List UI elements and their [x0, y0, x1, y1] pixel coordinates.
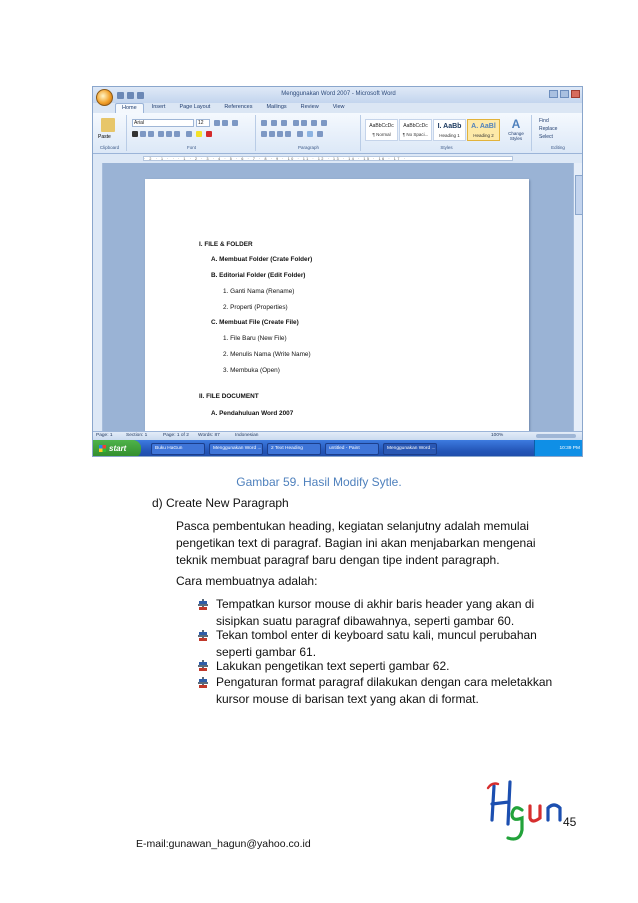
- change-case-icon[interactable]: [186, 131, 192, 137]
- bullet-line: Pengaturan format paragraf dilakukan dengan cara meletakkan: [216, 675, 553, 689]
- clipboard-group: [93, 115, 127, 151]
- tab-page-layout[interactable]: Page Layout: [179, 104, 211, 110]
- document-page[interactable]: [145, 179, 529, 449]
- status-page[interactable]: Page: 1: [96, 433, 113, 438]
- grow-font-icon[interactable]: [214, 120, 220, 126]
- shading-icon[interactable]: [307, 131, 313, 137]
- subscript-icon[interactable]: [166, 131, 172, 137]
- pushpin-bullet-icon: [198, 677, 208, 688]
- scroll-thumb[interactable]: [575, 175, 583, 215]
- maximize-icon[interactable]: [560, 90, 569, 98]
- style-no-spacing[interactable]: AaBbCcDc ¶ No Spaci...: [399, 119, 432, 141]
- show-marks-icon[interactable]: [321, 120, 327, 126]
- paragraph-line: teknik membuat paragraf baru dengan tipe indent paragraph.: [176, 553, 500, 567]
- taskbar: [93, 440, 583, 457]
- status-language[interactable]: Indonesian: [235, 433, 259, 438]
- style-normal[interactable]: AaBbCcDc ¶ Normal: [365, 119, 398, 141]
- window-controls: [549, 90, 580, 98]
- paragraph-group: [257, 115, 361, 151]
- style-heading-2[interactable]: A. AaBl Heading 2: [467, 119, 500, 141]
- window-title: Menggunakan Word 2007 - Microsoft Word: [281, 91, 396, 97]
- ribbon: [93, 113, 583, 154]
- pushpin-bullet-icon: [198, 630, 208, 641]
- status-page-of[interactable]: Page: 1 of 2: [163, 433, 189, 438]
- group-label: Editing: [551, 145, 565, 150]
- font-color-icon[interactable]: [206, 131, 212, 137]
- superscript-icon[interactable]: [174, 131, 180, 137]
- status-section[interactable]: Section: 1: [126, 433, 148, 438]
- paragraph-line: pengetikan text di paragraf. Bagian ini akan menjabarkan mengenai: [176, 536, 536, 550]
- tab-review[interactable]: Review: [300, 104, 319, 110]
- sort-icon[interactable]: [311, 120, 317, 126]
- bullet-line: Tempatkan kursor mouse di akhir baris header yang akan di: [216, 597, 535, 611]
- tab-insert[interactable]: Insert: [151, 104, 166, 110]
- bullet-line: seperti gambar 61.: [216, 645, 317, 659]
- pushpin-bullet-icon: [198, 599, 208, 610]
- close-icon[interactable]: [571, 90, 580, 98]
- align-left-icon[interactable]: [261, 131, 267, 137]
- decrease-indent-icon[interactable]: [293, 120, 299, 126]
- find-button[interactable]: Find: [539, 118, 549, 124]
- line-spacing-icon[interactable]: [297, 131, 303, 137]
- status-words[interactable]: Words: 87: [198, 433, 220, 438]
- strikethrough-icon[interactable]: [158, 131, 164, 137]
- pushpin-bullet-icon: [198, 660, 208, 671]
- justify-icon[interactable]: [285, 131, 291, 137]
- system-tray-clock[interactable]: 10:39 PM: [534, 440, 583, 457]
- doc-line: II. FILE DOCUMENT: [199, 393, 259, 400]
- doc-line: I. FILE & FOLDER: [199, 241, 253, 248]
- doc-line: 1. File Baru (New File): [223, 335, 287, 342]
- bullet-line: Lakukan pengetikan text seperti gambar 62.: [216, 659, 450, 673]
- bullets-icon[interactable]: [261, 120, 267, 126]
- clear-format-icon[interactable]: [232, 120, 238, 126]
- zoom-level[interactable]: 100%: [491, 433, 504, 438]
- styles-group: [362, 115, 532, 151]
- multilevel-list-icon[interactable]: [281, 120, 287, 126]
- paragraph-line: Pasca pembentukan heading, kegiatan selanjutny adalah memulai: [176, 519, 529, 533]
- select-button[interactable]: Select: [539, 134, 553, 140]
- zoom-slider[interactable]: [536, 434, 576, 438]
- doc-line: 3. Membuka (Open): [223, 367, 280, 374]
- taskbar-button[interactable]: untitled - Paint: [325, 443, 379, 455]
- doc-line: 1. Ganti Nama (Rename): [223, 288, 295, 295]
- doc-line: A. Membuat Folder (Crate Folder): [211, 256, 313, 263]
- doc-line: C. Membuat File (Create File): [211, 319, 299, 326]
- editing-group: [533, 115, 583, 151]
- vertical-ruler: [93, 163, 103, 431]
- doc-line: B. Editorial Folder (Edit Folder): [211, 272, 306, 279]
- tab-home[interactable]: Home: [115, 103, 144, 113]
- doc-line: 2. Menulis Nama (Write Name): [223, 351, 311, 358]
- group-label: Styles: [440, 145, 453, 150]
- italic-icon[interactable]: [140, 131, 146, 137]
- replace-button[interactable]: Replace: [539, 126, 558, 132]
- group-label: Paragraph: [297, 145, 319, 150]
- taskbar-button[interactable]: Buku HaGun: [151, 443, 205, 455]
- align-right-icon[interactable]: [277, 131, 283, 137]
- page-number: 45: [563, 815, 577, 829]
- bullet-line: Tekan tombol enter di keyboard satu kali, muncul perubahan: [216, 628, 537, 642]
- change-styles-button[interactable]: A Change Styles: [503, 118, 529, 141]
- ruler-scale: · 2 · 1 · · · 1 · 2 · 3 · 4 · 5 · 6 · 7 · 8 · 9 · 10 · 11 · 12 · 13 · 14 · 15 · 16 · 17 ·: [143, 156, 513, 161]
- taskbar-button[interactable]: Menggunakan Word ...: [383, 443, 437, 455]
- numbering-icon[interactable]: [271, 120, 277, 126]
- tab-references[interactable]: References: [224, 104, 253, 110]
- taskbar-button[interactable]: 2 Text Heading: [267, 443, 321, 455]
- shrink-font-icon[interactable]: [222, 120, 228, 126]
- paste-label: Paste: [98, 134, 111, 140]
- doc-line: 2. Properti (Properties): [223, 304, 288, 311]
- intro-text: Cara membuatnya adalah:: [176, 574, 318, 588]
- group-label: Clipboard: [99, 145, 120, 150]
- tab-view[interactable]: View: [332, 104, 345, 110]
- doc-line: A. Pendahuluan Word 2007: [211, 410, 294, 417]
- footer-email: E-mail:gunawan_hagun@yahoo.co.id: [136, 838, 311, 850]
- style-heading-1[interactable]: I. AaBb Heading 1: [433, 119, 466, 141]
- section-heading: d) Create New Paragraph: [152, 496, 289, 510]
- bullet-line: sisipkan suatu paragraf dibawahnya, seperti gambar 60.: [216, 614, 515, 628]
- figure-caption: Gambar 59. Hasil Modify Sytle.: [236, 475, 402, 489]
- bold-icon[interactable]: [132, 131, 138, 137]
- borders-icon[interactable]: [317, 131, 323, 137]
- title-bar: [93, 87, 583, 103]
- minimize-icon[interactable]: [549, 90, 558, 98]
- font-group: [128, 115, 256, 151]
- word-screenshot: [92, 86, 583, 457]
- highlight-icon[interactable]: [196, 131, 202, 137]
- ribbon-tabs: [115, 103, 351, 113]
- taskbar-button[interactable]: Menggunakan Word ...: [209, 443, 263, 455]
- bullet-line: kursor mouse di barisan text yang akan di format.: [216, 692, 479, 706]
- underline-icon[interactable]: [148, 131, 154, 137]
- vertical-scrollbar[interactable]: [573, 163, 583, 431]
- font-size-select[interactable]: 12: [196, 119, 210, 127]
- start-button[interactable]: start: [93, 440, 141, 457]
- align-center-icon[interactable]: [269, 131, 275, 137]
- font-name-select[interactable]: Arial: [132, 119, 194, 127]
- tab-mailings[interactable]: Mailings: [266, 104, 287, 110]
- increase-indent-icon[interactable]: [301, 120, 307, 126]
- paste-icon[interactable]: [101, 118, 115, 132]
- change-styles-icon: A: [511, 117, 521, 131]
- group-label: Font: [186, 145, 196, 150]
